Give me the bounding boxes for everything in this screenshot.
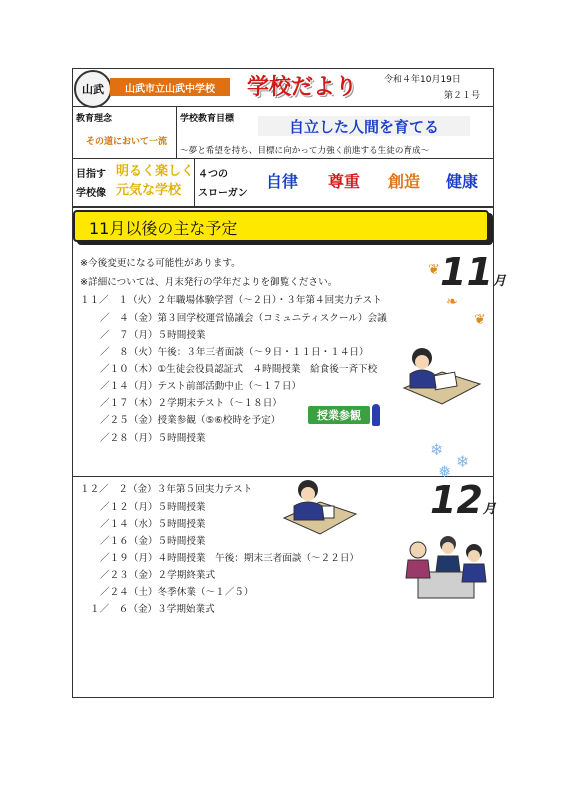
event-row: ／１０（木）①生徒会役員認証式 ４時間授業 給食後一斉下校 <box>100 364 378 375</box>
snowflake-icon: ❄ <box>430 440 444 459</box>
leaf-icon: ❦ <box>428 262 440 278</box>
goal-subtitle: ～夢と希望を持ち、目標に向かって力強く前進する生徒の育成～ <box>180 146 430 156</box>
header-divider <box>72 106 494 107</box>
leaf-icon: ❧ <box>446 294 458 310</box>
header-divider <box>176 106 177 158</box>
event-row: ／１６（金）５時間授業 <box>100 536 206 547</box>
event-row: ／２３（金）２学期終業式 <box>100 570 216 581</box>
student-writing-illustration <box>280 478 360 538</box>
aim-text: 明るく楽しく <box>116 164 195 179</box>
event-row: １１／ １（火）２年職場体験学習（～２日）・３年第４回実力テスト <box>80 295 382 306</box>
schedule-title: 11月以後の主な予定 <box>89 219 238 238</box>
event-row: ／２８（月）５時間授業 <box>100 433 206 444</box>
event-row: ／ ７（月）５時間授業 <box>100 330 206 341</box>
issue-number: 第２１号 <box>444 91 481 101</box>
month-divider <box>72 476 494 477</box>
school-name: 山武市立山武中学校 <box>110 78 230 96</box>
month-12-graphic <box>430 478 496 522</box>
slogan-souzou: 創造 <box>388 172 421 191</box>
month-11-number: 11 <box>440 250 493 294</box>
header-divider <box>194 158 195 206</box>
philosophy-label: 教育理念 <box>76 114 113 124</box>
header-divider <box>72 158 494 159</box>
event-row: ／１７（木）２学期末テスト（～１８日） <box>100 398 282 409</box>
month-12-number: 12 <box>430 478 483 522</box>
aim-label: 目指す <box>76 169 106 180</box>
student-studying-illustration <box>402 344 482 410</box>
event-row: ／１２（月）５時間授業 <box>100 502 206 513</box>
open-class-badge: 授業参観 <box>308 406 370 424</box>
schedule-note: ※詳細については、月末発行の学年だよりを御覧ください。 <box>80 277 338 288</box>
event-row: ／２５（金）授業参観（⑤⑥校時を予定） <box>100 415 281 426</box>
conference-illustration <box>404 532 488 604</box>
slogan-kenkou: 健康 <box>446 172 479 191</box>
event-row: ／ ４（金）第３回学校運営協議会（コミュニティスクール）会議 <box>100 313 387 324</box>
leaf-icon: ❦ <box>474 312 486 328</box>
person-icon <box>372 404 380 426</box>
month-11-graphic <box>440 250 506 294</box>
slogan-label: ４つの <box>198 169 228 180</box>
snowflake-icon: ❄ <box>456 452 470 471</box>
event-row: １２／ ２（金）３年第５回実力テスト <box>80 484 253 495</box>
slogan-label: スローガン <box>198 188 248 199</box>
school-goal: 自立した人間を育てる <box>258 116 470 136</box>
schedule-title-box <box>73 210 489 242</box>
aim-label: 学校像 <box>76 188 106 199</box>
philosophy-text: その道において一流 <box>86 137 168 147</box>
schedule-note: ※今後変更になる可能性があります。 <box>80 258 241 269</box>
aim-text: 元気な学校 <box>116 183 182 198</box>
event-row: ／１４（月）テスト前部活動中止（～１７日） <box>100 381 302 392</box>
school-logo: 山武 <box>74 70 112 108</box>
event-row: ／ ８（火）午後：３年三者面談（～９日・１１日・１４日） <box>100 347 369 358</box>
event-row: ／２４（土）冬季休業（～１／５） <box>100 587 254 598</box>
newsletter-title: 学校だより <box>232 70 372 100</box>
goal-label: 学校教育目標 <box>180 114 235 124</box>
snowflake-icon: ❅ <box>438 462 452 481</box>
slogan-sonchou: 尊重 <box>328 172 361 191</box>
issue-date: 令和４年10月19日 <box>384 75 461 85</box>
event-row: ／１４（水）５時間授業 <box>100 519 206 530</box>
slogan-jiritsu: 自律 <box>266 172 299 191</box>
month-unit: 月 <box>492 274 506 289</box>
event-row: １／ ６（金）３学期始業式 <box>90 604 215 615</box>
month-unit: 月 <box>482 502 496 517</box>
event-row: ／１９（月）４時間授業 午後：期末三者面談（～２２日） <box>100 553 360 564</box>
